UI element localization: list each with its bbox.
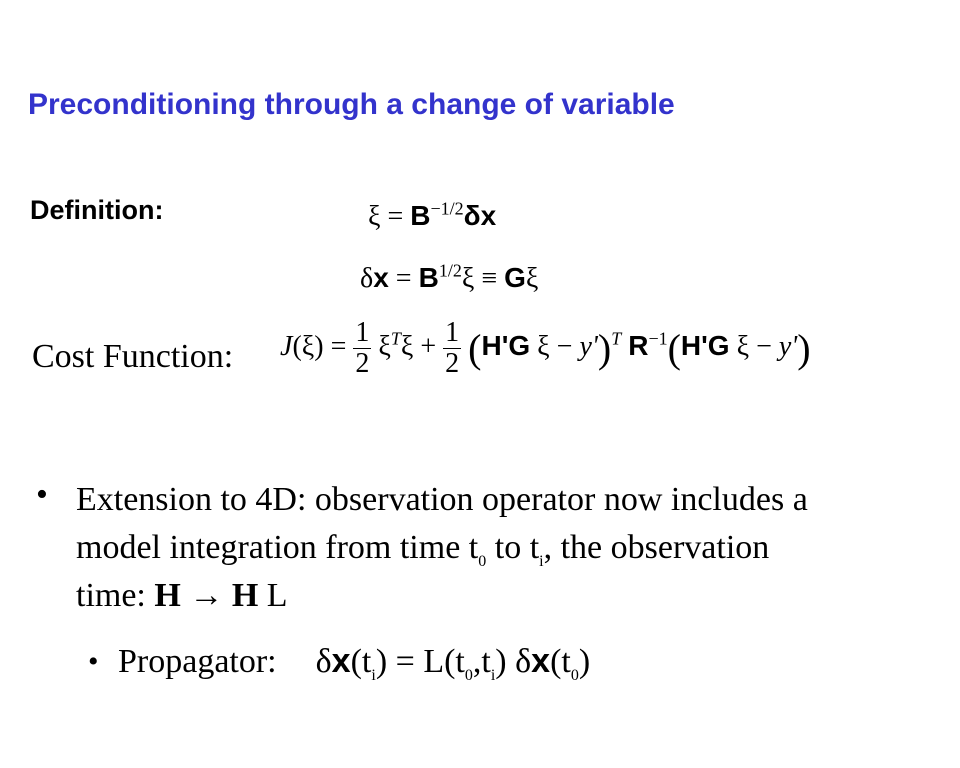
plus-sign: + [420, 330, 437, 362]
left-paren-2: ( [667, 326, 681, 371]
xi-symbol-2: ξ [525, 263, 539, 294]
propagator-line: Propagator: $\delta x(t_i) = L(t_0,t_i)$ $\delta x(t_0)$ [118, 642, 591, 684]
x-vector: x [373, 262, 389, 293]
right-paren: ) [597, 326, 612, 371]
exponent: 1/2 [438, 260, 462, 281]
hg-operator-2: H'G [680, 329, 730, 361]
cost-function-label: Cost Function: [32, 338, 234, 375]
bullet-line-3: time: H → H L [76, 577, 288, 614]
equals-sign: = [387, 201, 404, 232]
bullet-line-2: model integration from time $t_0$ to $t_i$, the observation [76, 529, 770, 570]
delta-symbol: δ [360, 263, 374, 294]
exponent: −1/2 [430, 198, 464, 219]
fraction-half-2: $\frac{1}{2}$ [445, 317, 460, 379]
right-paren-2: ) [797, 326, 811, 371]
sub-bullet-marker: • [88, 645, 99, 678]
hg-operator: H'G [481, 329, 531, 361]
equation-definition [368, 200, 496, 233]
transpose: T [390, 328, 401, 349]
xi-symbol: ξ [378, 330, 391, 362]
j-symbol: J [280, 330, 293, 362]
left-paren: ( [468, 326, 482, 371]
xi-symbol-3: ξ [537, 330, 550, 362]
xi-symbol-2: ξ [400, 330, 414, 362]
y-prime-2: y' [778, 330, 798, 362]
matrix-b: B [410, 200, 431, 231]
matrix-g: G [504, 262, 526, 293]
xi-symbol: ξ [368, 201, 381, 232]
transpose-2: T [611, 328, 622, 349]
matrix-b: B [418, 262, 439, 293]
y-prime: y' [579, 330, 598, 362]
bullet-line-1: Extension to 4D: observation operator now includes a [76, 481, 808, 518]
equiv-sign: ≡ [481, 263, 498, 294]
fraction-half: $\frac{1}{2}$ [355, 317, 370, 379]
definition-label: Definition: [30, 195, 164, 225]
minus-sign: − [556, 330, 573, 362]
propagator-label: Propagator: [118, 643, 277, 680]
equals-sign: = [395, 263, 412, 294]
slide-title: Preconditioning through a change of variable [28, 88, 675, 121]
equals-sign: = [330, 330, 347, 362]
minus-sign-2: − [756, 330, 772, 362]
delta-x: δx [463, 200, 497, 231]
xi-symbol-4: ξ [736, 330, 750, 362]
j-argument: (ξ) [292, 330, 324, 362]
xi-symbol: ξ [461, 263, 475, 294]
equation-inverse [360, 262, 538, 295]
bullet-extension-4d [76, 476, 808, 620]
bullet-marker: • [36, 476, 48, 513]
inverse-exponent: −1 [648, 328, 668, 349]
equation-cost [280, 318, 811, 379]
matrix-r: R [628, 329, 649, 361]
